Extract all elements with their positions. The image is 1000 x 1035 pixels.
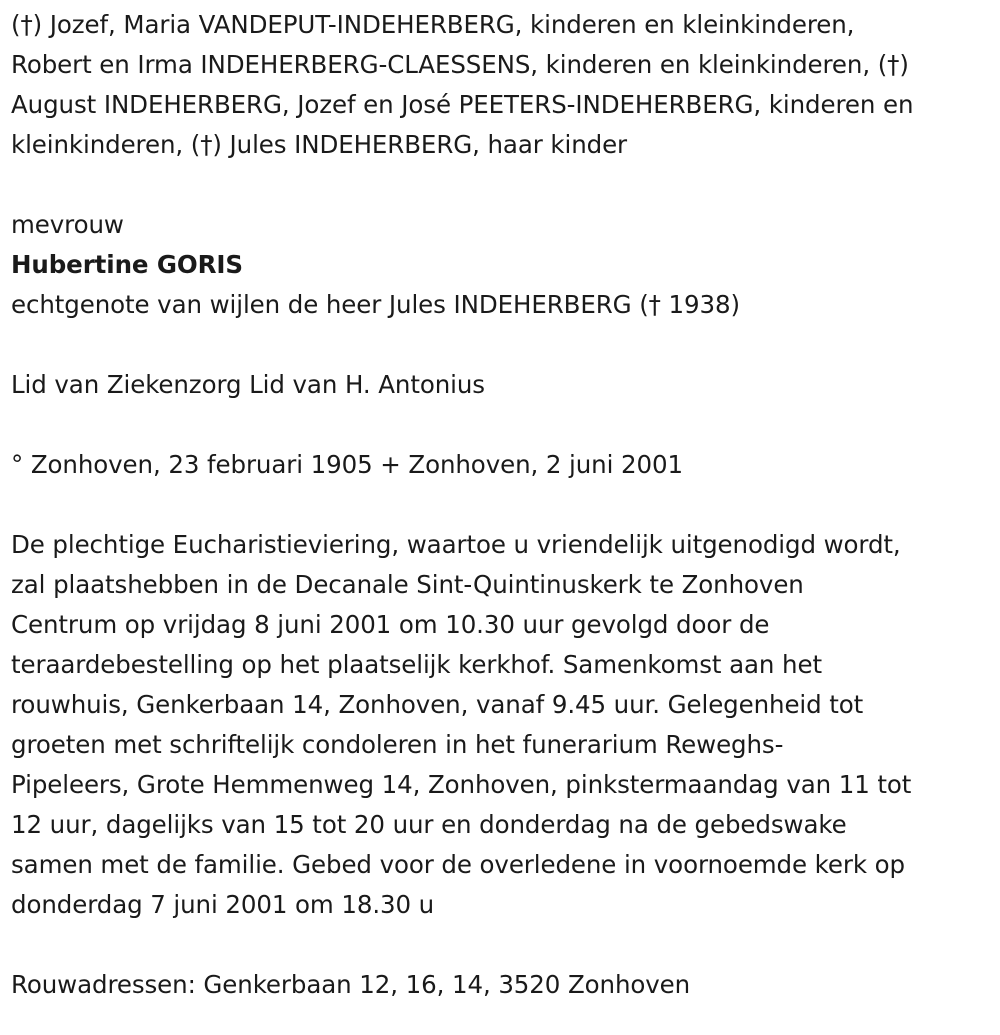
ceremony-paragraph [11, 525, 991, 925]
family-line: kleinkinderen, (†) Jules INDEHERBERG, haar kinder [11, 130, 628, 159]
honorific: mevrouw [11, 210, 124, 239]
ceremony-line: rouwhuis, Genkerbaan 14, Zonhoven, vanaf 9.45 uur. Gelegenheid tot [11, 690, 864, 719]
memberships: Lid van Ziekenzorg Lid van H. Antonius [11, 370, 485, 399]
birth-death-dates: ° Zonhoven, 23 februari 1905 + Zonhoven, 2 juni 2001 [11, 450, 683, 479]
spacer [11, 325, 991, 365]
family-line: (†) Jozef, Maria VANDEPUT-INDEHERBERG, kinderen en kleinkinderen, [11, 10, 855, 39]
spacer [11, 485, 991, 525]
ceremony-line: donderdag 7 juni 2001 om 18.30 u [11, 890, 435, 919]
ceremony-line: groeten met schriftelijk condoleren in het funerarium Reweghs- [11, 730, 784, 759]
condolence-addresses: Rouwadressen: Genkerbaan 12, 16, 14, 3520 Zonhoven [11, 970, 691, 999]
spacer [11, 405, 991, 445]
ceremony-line: Centrum op vrijdag 8 juni 2001 om 10.30 uur gevolgd door de [11, 610, 770, 639]
death-notice [11, 5, 991, 1005]
family-line: August INDEHERBERG, Jozef en José PEETERS-INDEHERBERG, kinderen en [11, 90, 914, 119]
family-line: Robert en Irma INDEHERBERG-CLAESSENS, kinderen en kleinkinderen, (†) [11, 50, 909, 79]
ceremony-line: samen met de familie. Gebed voor de overledene in voornoemde kerk op [11, 850, 905, 879]
spacer [11, 925, 991, 965]
family-paragraph [11, 5, 991, 165]
deceased-name: Hubertine GORIS [11, 250, 243, 279]
spacer [11, 165, 991, 205]
ceremony-line: Pipeleers, Grote Hemmenweg 14, Zonhoven, pinkstermaandag van 11 tot [11, 770, 912, 799]
ceremony-line: De plechtige Eucharistieviering, waartoe u vriendelijk uitgenodigd wordt, [11, 530, 901, 559]
ceremony-line: zal plaatshebben in de Decanale Sint-Quintinuskerk te Zonhoven [11, 570, 804, 599]
ceremony-line: teraardebestelling op het plaatselijk kerkhof. Samenkomst aan het [11, 650, 822, 679]
ceremony-line: 12 uur, dagelijks van 15 tot 20 uur en donderdag na de gebedswake [11, 810, 847, 839]
spouse-line: echtgenote van wijlen de heer Jules INDEHERBERG († 1938) [11, 290, 740, 319]
